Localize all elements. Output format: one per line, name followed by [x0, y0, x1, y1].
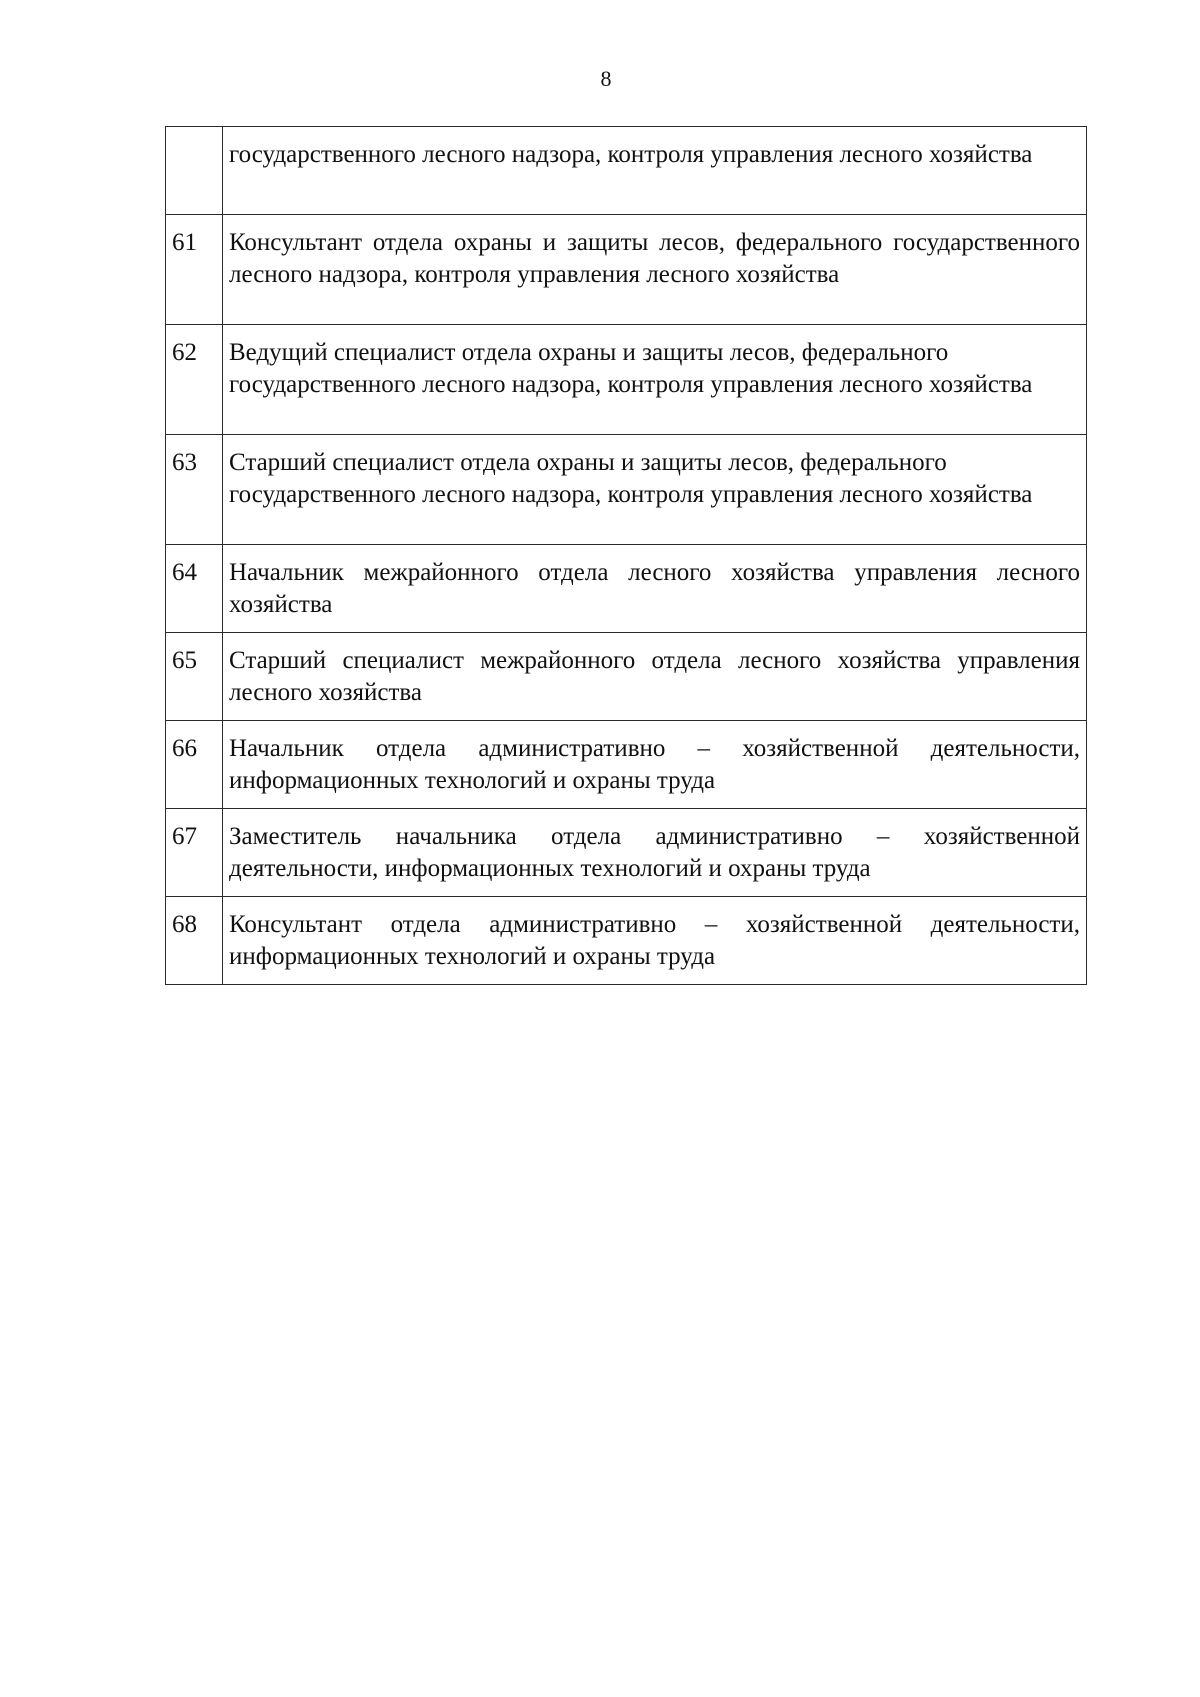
position-title: Консультант отдела административно – хозяйственной деятельности, информационных технологий и охраны труда	[223, 897, 1087, 985]
row-number: 62	[166, 325, 223, 435]
row-number: 67	[166, 809, 223, 897]
position-title: Заместитель начальника отдела административно – хозяйственной деятельности, информационных технологий и охраны труда	[223, 809, 1087, 897]
table-row	[166, 435, 1087, 545]
position-title: Консультант отдела охраны и защиты лесов, федерального государственного лесного надзора, контроля управления лесного хозяйства	[223, 215, 1087, 325]
positions-table	[165, 126, 1087, 985]
position-title: Старший специалист отдела охраны и защиты лесов, федерального государственного лесного надзора, контроля управления лесного хозяйства	[223, 435, 1087, 545]
row-number: 68	[166, 897, 223, 985]
table-row	[166, 215, 1087, 325]
row-number: 61	[166, 215, 223, 325]
table-row	[166, 721, 1087, 809]
row-number	[166, 127, 223, 215]
row-number: 66	[166, 721, 223, 809]
row-number: 64	[166, 545, 223, 633]
row-number: 63	[166, 435, 223, 545]
position-title: Старший специалист межрайонного отдела лесного хозяйства управления лесного хозяйства	[223, 633, 1087, 721]
row-number: 65	[166, 633, 223, 721]
table-row	[166, 897, 1087, 985]
position-title: Начальник отдела административно – хозяйственной деятельности, информационных технологий и охраны труда	[223, 721, 1087, 809]
table-row	[166, 809, 1087, 897]
table-row	[166, 633, 1087, 721]
position-title: Начальник межрайонного отдела лесного хозяйства управления лесного хозяйства	[223, 545, 1087, 633]
position-title: Ведущий специалист отдела охраны и защиты лесов, федерального государственного лесного надзора, контроля управления лесного хозяйства	[223, 325, 1087, 435]
table-row	[166, 127, 1087, 215]
table-row	[166, 545, 1087, 633]
page-number: 8	[600, 66, 612, 91]
table-row	[166, 325, 1087, 435]
position-title: государственного лесного надзора, контроля управления лесного хозяйства	[223, 127, 1087, 215]
